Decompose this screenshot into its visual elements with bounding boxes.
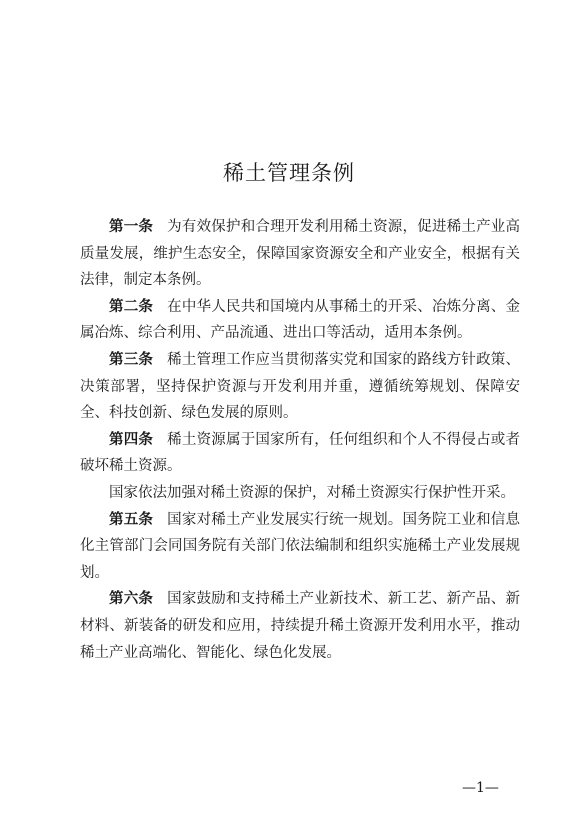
page-number: —1— [462, 780, 499, 796]
article-2-paragraph [80, 294, 520, 347]
article-6-label: 第六条 [109, 591, 154, 608]
article-5-paragraph [80, 507, 520, 587]
article-3-label: 第三条 [109, 351, 154, 368]
article-3-paragraph [80, 347, 520, 427]
article-2-text: 在中华人民共和国境内从事稀土的开采、冶炼分离、金属冶炼、综合利用、产品流通、进出口等活动，适用本条例。 [80, 298, 521, 342]
article-1-text: 为有效保护和合理开发利用稀土资源，促进稀土产业高质量发展，维护生态安全，保障国家资源安全和产业安全，根据有关法律，制定本条例。 [80, 219, 521, 289]
document-body [80, 214, 520, 666]
document-title: 稀土管理条例 [223, 161, 355, 185]
article-4-label: 第四条 [109, 431, 154, 448]
article-3-text: 稀土管理工作应当贯彻落实党和国家的路线方针政策、决策部署，坚持保护资源与开发利用并重，遵循统筹规划、保障安全、科技创新、绿色发展的原则。 [80, 351, 521, 422]
article-4-paragraph [80, 427, 520, 480]
article-5-label: 第五条 [109, 511, 154, 528]
article-4-second-text: 国家依法加强对稀土资源的保护，对稀土资源实行保护性开采。 [109, 484, 515, 501]
article-1-label: 第一条 [109, 219, 154, 235]
article-2-label: 第二条 [109, 298, 154, 315]
article-6-paragraph [80, 586, 520, 666]
article-1-paragraph [80, 214, 520, 294]
article-4-second-paragraph [80, 480, 520, 507]
article-4-text: 稀土资源属于国家所有，任何组织和个人不得侵占或者破坏稀土资源。 [80, 431, 521, 475]
article-6-text: 国家鼓励和支持稀土产业新技术、新工艺、新产品、新材料、新装备的研发和应用，持续提升稀土资源开发利用水平，推动稀土产业高端化、智能化、绿色化发展。 [80, 591, 521, 661]
article-5-text: 国家对稀土产业发展实行统一规划。国务院工业和信息化主管部门会同国务院有关部门依法编制和组织实施稀土产业发展规划。 [80, 511, 521, 581]
